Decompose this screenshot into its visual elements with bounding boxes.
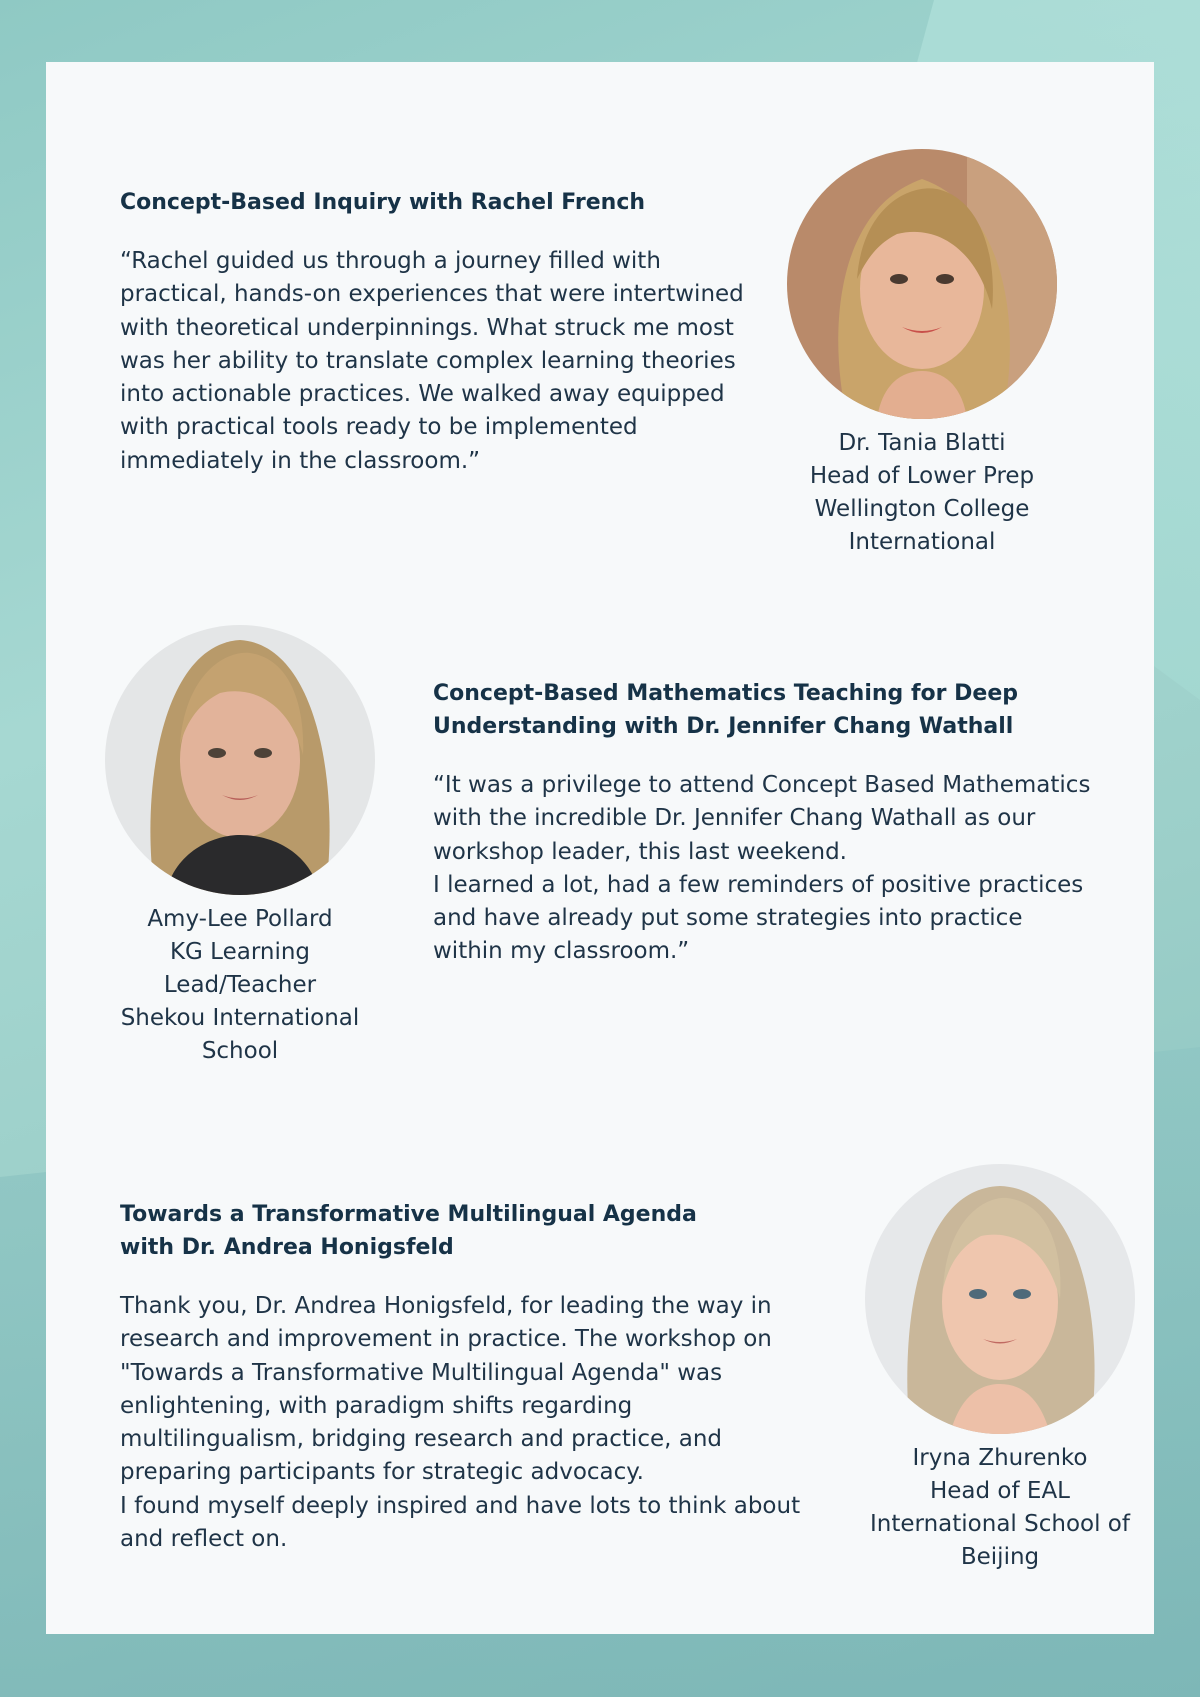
section-title: Concept-Based Inquiry with Rachel French <box>120 190 646 215</box>
testimonial-card <box>46 62 1154 1634</box>
person-card-3 <box>855 1164 1145 1574</box>
person-caption: Amy-Lee Pollard KG Learning Lead/Teacher Shekou International School <box>120 906 360 1064</box>
person-caption: Iryna Zhurenko Head of EAL International School of Beijing <box>870 1445 1130 1570</box>
person-card-2 <box>105 625 375 1068</box>
testimonial-quote: Thank you, Dr. Andrea Honigsfeld, for leading the way in research and improvement in practice. The workshop on "Towards a Transformative Multilingual Agenda" was enlightening, with paradigm shifts regarding multilingualism, bridging research and practice, and preparing participants for strategic advocacy. I found myself deeply inspired and have lots to think about and reflect on. <box>120 1293 801 1553</box>
portrait-photo-icon <box>865 1164 1135 1434</box>
person-card-1 <box>772 149 1072 559</box>
section-title: Towards a Transformative Multilingual Agenda with Dr. Andrea Honigsfeld <box>120 1202 697 1260</box>
testimonial-section-3 <box>120 1198 840 1556</box>
testimonial-section-1 <box>120 186 800 478</box>
section-title: Concept-Based Mathematics Teaching for Deep Understanding with Dr. Jennifer Chang Wathall <box>433 681 1018 739</box>
testimonial-quote: “It was a privilege to attend Concept Based Mathematics with the incredible Dr. Jennifer Chang Wathall as our workshop leader, this last weekend. I learned a lot, had a few reminders of positive practices and have already put some strategies into practice within my classroom.” <box>433 772 1091 965</box>
person-caption: Dr. Tania Blatti Head of Lower Prep Wellington College International <box>809 430 1035 555</box>
testimonial-section-2 <box>433 677 1133 969</box>
testimonial-quote: “Rachel guided us through a journey filled with practical, hands-on experiences that were intertwined with theoretical underpinnings. What struck me most was her ability to translate complex learning theories into actionable practices. We walked away equipped with practical tools ready to be implemented immediately in the classroom.” <box>120 248 744 474</box>
portrait-photo-icon <box>787 149 1057 419</box>
portrait-photo-icon <box>105 625 375 895</box>
